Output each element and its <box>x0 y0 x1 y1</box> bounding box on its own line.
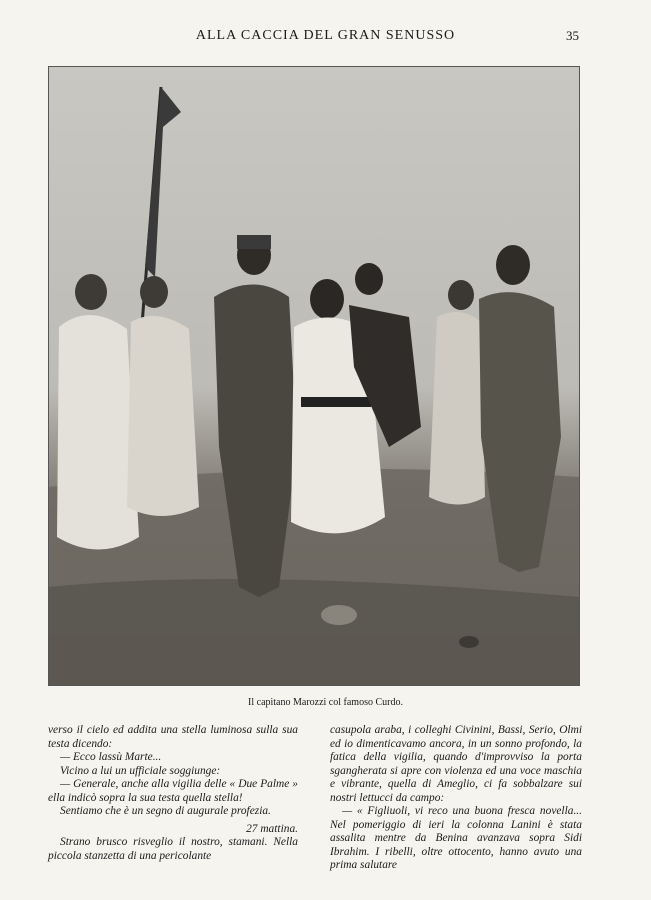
photograph-illustration <box>49 67 579 685</box>
paragraph: — Ecco lassù Marte... <box>60 751 162 763</box>
paragraph: Sentiamo che è un segno di augurale profezia. <box>60 805 271 817</box>
text-column-right <box>330 724 582 873</box>
paragraph: — Generale, anche alla vigilia delle « Due Palme » ella indicò sopra la sua testa quella stella! <box>48 778 298 804</box>
paragraph: casupola araba, i colleghi Civinini, Bassi, Serio, Olmi ed io dimenticavamo ancora, in un sonno profondo, la fatica della vigilia, quando d'improvviso la porta sgangherata si apre con violenza ed una voce maschia e vibrante, quella di Ameglio, ci fa sobbalzare sui nostri lettucci da campo: <box>330 724 582 804</box>
paragraph: — « Figliuoli, vi reco una buona fresca novella... Nel pomeriggio di ieri la colonna Lanini è stata assalita mentre da Benina avanzava sopra Sidi Ibrahim. I ribelli, oltre ottocento, hanno avuto una prima salutare <box>330 805 582 871</box>
figure-caption: Il capitano Marozzi col famoso Curdo. <box>248 697 403 708</box>
paragraph: verso il cielo ed addita una stella luminosa sulla sua testa dicendo: <box>48 724 298 750</box>
page-header <box>0 28 651 48</box>
photograph <box>48 66 580 686</box>
text-column-left <box>48 724 298 863</box>
running-title: ALLA CACCIA DEL GRAN SENUSSO <box>195 28 456 43</box>
paragraph: Strano brusco risveglio il nostro, stamani. Nella piccola stanzetta di una pericolante <box>48 836 298 862</box>
paragraph: Vicino a lui un ufficiale soggiunge: <box>60 764 221 777</box>
date-line: 27 mattina. <box>246 822 298 835</box>
page-number: 35 <box>566 28 579 43</box>
